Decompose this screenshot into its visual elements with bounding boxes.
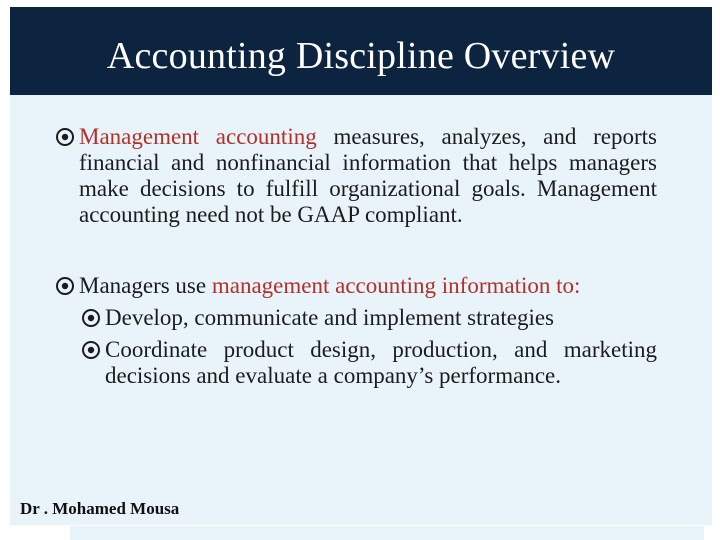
bullet-1-rest: measures, analyzes, and reports financial and nonfinancial information that helps managers make decisions to fulfill organizational goals. Management accounting need not be GAAP compliant. bbox=[79, 124, 657, 227]
bullet-1 bbox=[55, 124, 657, 228]
bullet-1-text bbox=[79, 124, 657, 228]
bullet-1-highlight: Management accounting bbox=[79, 124, 317, 149]
bullet-2 bbox=[55, 273, 667, 299]
sub-bullet-2 bbox=[81, 337, 657, 389]
circled-dot-icon bbox=[55, 273, 75, 299]
footer-author: Dr . Mohamed Mousa bbox=[20, 499, 180, 518]
title-bar bbox=[10, 7, 712, 95]
circled-dot-icon bbox=[55, 124, 75, 150]
sub-bullet-1-text: Develop, communicate and implement strategies bbox=[105, 305, 554, 330]
sub-bullet-2-text: Coordinate product design, production, and marketing decisions and evaluate a company’s performance. bbox=[105, 337, 657, 388]
slide-title: Accounting Discipline Overview bbox=[106, 35, 616, 77]
circled-dot-icon bbox=[81, 337, 101, 363]
circled-dot-icon bbox=[81, 305, 101, 331]
bottom-strip bbox=[70, 526, 704, 540]
bullet-2-text bbox=[79, 273, 667, 299]
sub-bullet-1 bbox=[81, 305, 633, 331]
bullet-2-highlight: management accounting information to: bbox=[211, 273, 581, 298]
bullet-2-prefix: Managers use bbox=[79, 273, 212, 298]
